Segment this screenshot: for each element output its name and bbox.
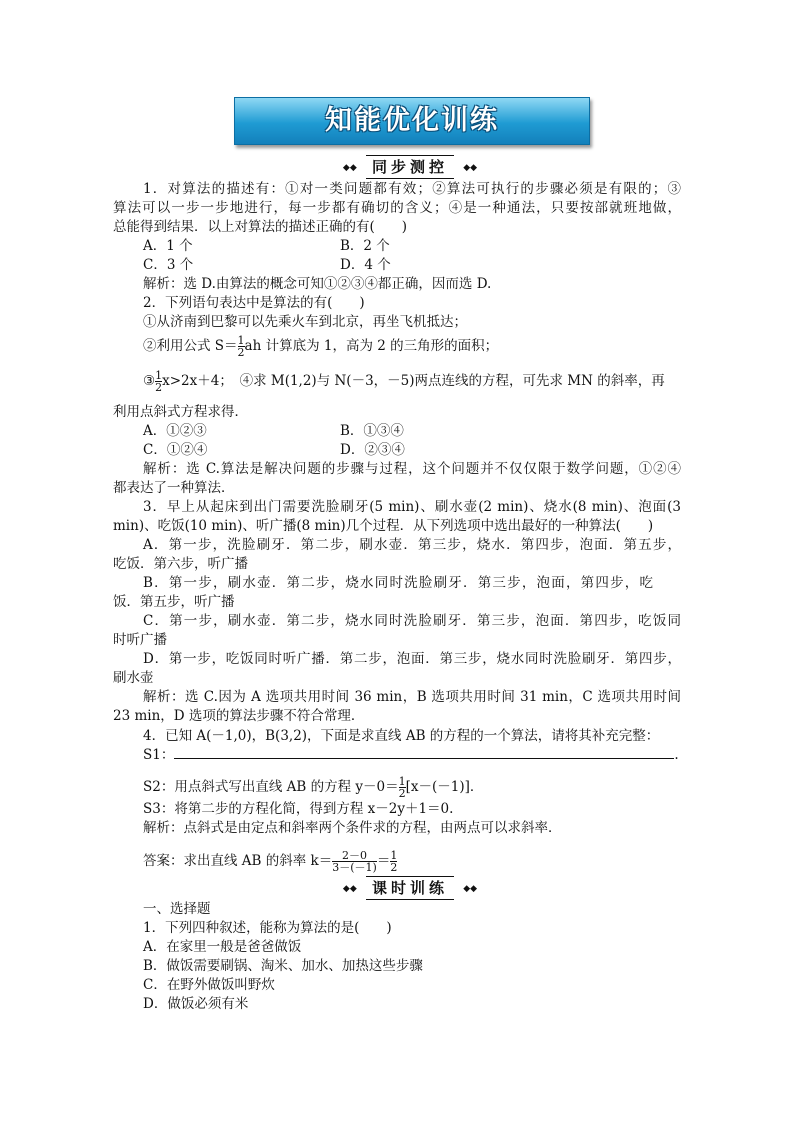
banner-title: 知能优化训练 [325,105,499,136]
q3-answer-1: 解析：选 C.因为 A 选项共用时间 36 min，B 选项共用时间 31 min，C 选项共用时间 [143,689,681,705]
q1-line1: 1．对算法的描述有：①对一类问题都有效；②算法可执行的步骤必须是有限的；③ [143,181,681,197]
q2-answer-1: 解析：选 C.算法是解决问题的步骤与过程，这个问题并不仅仅限于数学问题，①②④ [143,461,681,477]
q2-option-a: A．①②③ [143,423,207,439]
q3-option-a1: A．第一步，洗脸刷牙．第二步，刷水壶．第三步，烧水．第四步，泡面．第五步， [143,537,681,553]
q1-option-d: D．4 个 [340,257,391,273]
q2-line2: ①从济南到巴黎可以先乘火车到北京，再坐飞机抵达； [143,314,467,330]
q3-option-b2: 饭．第五步，听广播 [113,594,235,610]
q4-step3: S3：将第二步的方程化简，得到方程 x－2y＋1＝0. [143,801,454,817]
q3-option-d2: 刷水壶 [113,670,154,686]
title-banner [234,97,590,145]
q3-option-d1: D．第一步，吃饭同时听广播．第二步，泡面．第三步，烧水同时洗脸刷牙．第四步， [143,651,681,667]
q1-line3: 总能得到结果．以上对算法的描述正确的有( ) [113,219,408,235]
part2-option-b: B．做饭需要刷锅、淘米、加水、加热这些步骤 [143,958,423,974]
q4-step1: S1： . [143,747,679,763]
q2-line1: 2．下列语句表达中是算法的有( ) [143,295,365,311]
part2-q1: 1．下列四种叙述，能称为算法的是( ) [143,920,392,936]
q4-answer: 解析：点斜式是由定点和斜率两个条件求的方程，由两点可以求斜率． [143,820,562,836]
q2-option-b: B．①③④ [340,423,404,439]
q3-option-c2: 时听广播 [113,632,167,648]
q3-option-c1: C．第一步，刷水壶．第二步，烧水同时洗脸刷牙．第三步，泡面．第四步，吃饭同 [143,613,681,629]
q1-answer: 解析：选 D.由算法的概念可知①②③④都正确，因而选 D. [143,276,492,292]
q4-key: 答案：求出直线 AB 的斜率 k＝ $\frac{2-0}{3-(-1)}$ ＝ $\frac{1}{2}$ [143,849,398,874]
section-header-lesson: ◆◆ 课时训练 ◆◆ [320,876,500,898]
q1-option-a: A．1 个 [143,238,193,254]
q1-option-b: B．2 个 [340,238,390,254]
fraction: $\frac{1}{2}$ [390,849,398,874]
q2-line3: ②利用公式 S＝ $\frac{1}{2}$ ah 计算底为 1，高为 2 的三角形的面积； [143,334,499,359]
answer-blank [174,746,674,759]
section-title: 同步测控 [366,155,454,179]
fraction: $\frac{1}{2}$ [237,334,245,359]
q4-step2: S2：用点斜式写出直线 AB 的方程 y－0＝ $\frac{1}{2}$ [x－(－1)]． [143,775,484,800]
q3-line1: 3．早上从起床到出门需要洗脸刷牙(5 min)、刷水壶(2 min)、烧水(8 min)、泡面(3 [143,499,681,515]
q2-option-c: C．①②④ [143,442,208,458]
part2-option-a: A．在家里一般是爸爸做饭 [143,939,302,955]
part2-option-c: C．在野外做饭叫野炊 [143,977,275,993]
section-header-sync: ◆◆ 同步测控 ◆◆ [320,155,500,177]
fraction: $\frac{1}{2}$ [398,775,406,800]
fraction: $\frac{2-0}{3-(-1)}$ [332,849,377,874]
part2-option-d: D．做饭必须有米 [143,996,249,1012]
q3-answer-2: 23 min，D 选项的算法步骤不符合常理． [113,708,365,724]
q2-option-d: D．②③④ [340,442,405,458]
q3-option-a2: 吃饭．第六步，听广播 [113,556,248,572]
q3-line2: min)、吃饭(10 min)、听广播(8 min)几个过程．从下列选项中选出最好的一种算法( ) [113,518,654,534]
q4-line1: 4．已知 A(－1,0)，B(3,2)，下面是求直线 AB 的方程的一个算法，请将其补充完整： [143,728,660,744]
q2-line5: 利用点斜式方程求得． [113,404,248,420]
q1-line2: 算法可以一步一步地进行，每一步都有确切的含义；④是一种通法，只要按部就班地做， [113,200,681,216]
fraction: $\frac{1}{2}$ [155,369,163,394]
q1-option-c: C．3 个 [143,257,194,273]
section-title: 课时训练 [366,876,454,900]
q3-option-b1: B．第一步，刷水壶．第二步，烧水同时洗脸刷牙．第三步，泡面，第四步，吃 [143,575,653,591]
q2-answer-2: 都表达了一种算法． [113,480,235,496]
part2-heading: 一、选择题 [143,901,211,917]
q2-line4: ③ $\frac{1}{2}$ x>2x＋4； ④求 M(1,2)与 N(－3，－5)两点连线的方程，可先求 MN 的斜率，再 [143,369,665,394]
